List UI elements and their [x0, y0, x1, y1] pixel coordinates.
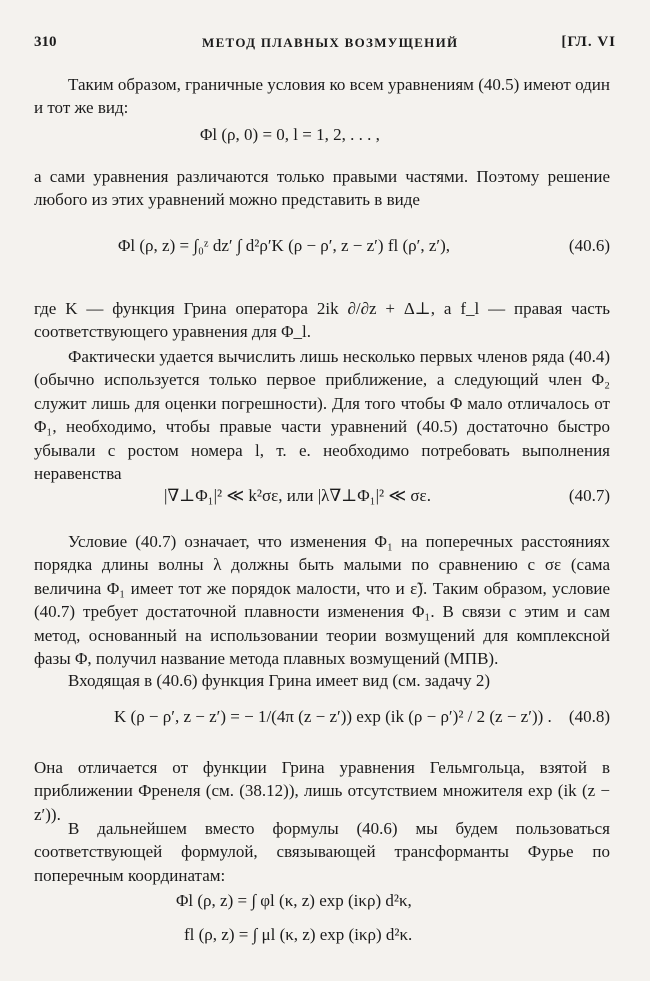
paragraph-4: Фактически удается вычислить лишь несколько первых членов ряда (40.4) (обычно используется только первое приближение, а следующий член Φ₂ служит лишь для оценки погрешности). Для того чтобы Φ мало отличалось от Φ₁, необходимо, чтобы правые части уравнений (40.5) достаточно быстро убывали с ростом номера l, т. е. необходимо потребовать выполнения неравенства: [34, 347, 610, 484]
paragraph-2: а сами уравнения различаются только правыми частями. Поэтому решение любого из этих уравнений можно представить в виде: [34, 167, 610, 210]
page-number: 310: [34, 34, 57, 50]
running-header: [34, 34, 616, 56]
paragraph-7: Она отличается от функции Грина уравнения Гельмгольца, взятой в приближении Френеля (см. (38.12)), лишь отсутствием множителя exp (ik (z − z′)).: [34, 758, 610, 824]
paragraph-3: где K — функция Грина оператора 2ik ∂/∂z + Δ⊥, а f_l — правая часть соответствующего уравнения для Φ_l.: [34, 299, 610, 342]
paragraph-1: Таким образом, граничные условия ко всем уравнениям (40.5) имеют один и тот же вид:: [34, 75, 610, 118]
equation-number-40-7: (40.7): [568, 486, 610, 505]
paragraph-6: Входящая в (40.6) функция Грина имеет вид (см. задачу 2): [68, 671, 491, 690]
running-title: МЕТОД ПЛАВНЫХ ВОЗМУЩЕНИЙ: [202, 35, 459, 50]
paragraph-5: Условие (40.7) означает, что изменения Φ₁ на поперечных расстояниях порядка длины волны λ должны быть малыми по сравнению с σε (сама величина Φ₁ имеет тот же порядок малости, что и ε̃). Таким образом, условие (40.7) требует достаточной плавности изменения Φ₁. В связи с этим и сам метод, основанный на использовании теории возмущений для комплексной фазы Φ, получил название метода плавных возмущений (МПВ).: [34, 532, 610, 669]
paragraph-8: В дальнейшем вместо формулы (40.6) мы будем пользоваться соответствующей формулой, связывающей трансформанты Фурье по поперечным координатам:: [34, 819, 610, 885]
equation-number-40-6: (40.6): [568, 236, 610, 255]
book-page: 310 МЕТОД ПЛАВНЫХ ВОЗМУЩЕНИЙ [ГЛ. VI Таким образом, граничные условия ко всем уравнениям (40.5) имеют один и тот же вид: Φl (ρ, 0) = 0, l = 1, 2, . . . , а сами уравнения различаются только правыми частями. Поэтому решение любого из этих уравнений можно представить в виде Φl (ρ, z) = ∫₀ᶻ dz′ ∫ d²ρ′K (ρ − ρ′, z − z′) fl (ρ′, z′), (40.6) где K — функция Грина оператора 2ik ∂/∂z + Δ⊥, а f_l — правая часть соответствующего уравнения для Φ_l. Фактически удается вычислить лишь несколько первых членов ряда (40.4) (обычно используется только первое приближение, а следующий член Φ₂ служит лишь для оценки погрешности). Для того чтобы Φ мало отличалось от Φ₁, необходимо, чтобы правые части уравнений (40.5) достаточно быстро убывали с ростом номера l, т. е. необходимо потребовать выполнения неравенства |∇⊥Φ₁|² ≪ k²σε, или |λ∇⊥Φ₁|² ≪ σε. (40.7) Условие (40.7) означает, что изменения Φ₁ на поперечных расстояниях порядка длины волны λ должны быть малыми по сравнению с σε (сама величина Φ₁ имеет тот же порядок малости, что и ε̃). Таким образом, условие (40.7) требует достаточной плавности изменения Φ₁. В связи с этим и сам метод, основанный на использовании теории возмущений для комплексной фазы Φ, получил название метода плавных возмущений (МПВ). Входящая в (40.6) функция Грина имеет вид (см. задачу 2) K (ρ − ρ′, z − z′) = − 1/(4π (z − z′)) exp (ik (ρ − ρ′)² / 2 (z − z′)) . (40.8) Она отличается от функции Грина уравнения Гельмгольца, взятой в приближении Френеля (см. (38.12)), лишь отсутствием множителя exp (ik (z − z′)). В дальнейшем вместо формулы (40.6) мы будем пользоваться соответствующей формулой, связывающей трансформанты Фурье по поперечным координатам: Φl (ρ, z) = ∫ φl (κ, z) exp (iκρ) d²κ, fl (ρ, z) = ∫ μl (κ, z) exp (iκρ) d²κ.: [34, 34, 616, 944]
chapter-label: [ГЛ. VI: [561, 34, 616, 50]
equation-number-40-8: (40.8): [568, 707, 610, 726]
